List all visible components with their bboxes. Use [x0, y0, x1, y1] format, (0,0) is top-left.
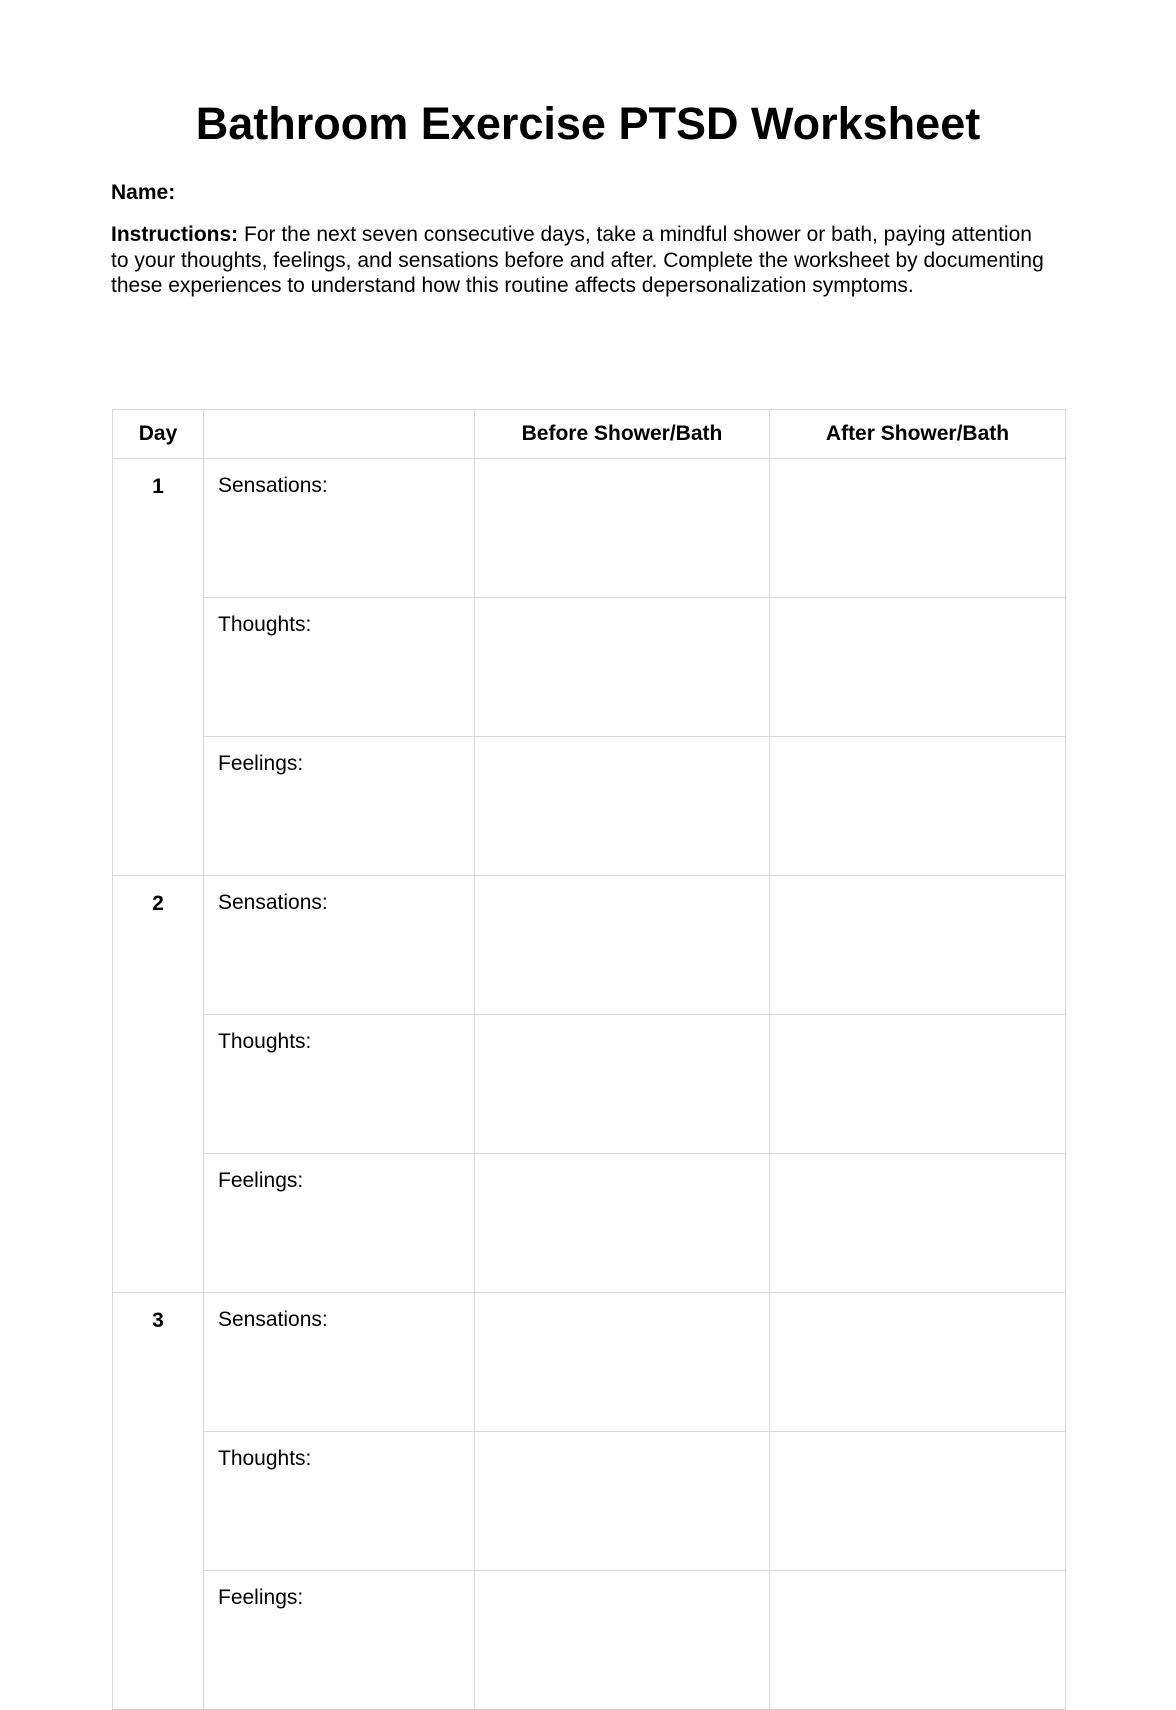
- before-entry-cell[interactable]: [475, 1293, 770, 1432]
- table-row: [113, 1015, 1066, 1154]
- after-entry-cell[interactable]: [770, 1571, 1066, 1710]
- after-entry-cell[interactable]: [770, 1154, 1066, 1293]
- after-entry-cell[interactable]: [770, 876, 1066, 1015]
- table-row: [113, 737, 1066, 876]
- header-before: Before Shower/Bath: [475, 410, 770, 459]
- table-row: [113, 598, 1066, 737]
- day-number: 3: [113, 1293, 204, 1710]
- row-label-sensations: Sensations:: [204, 1293, 475, 1432]
- after-entry-cell[interactable]: [770, 1015, 1066, 1154]
- before-entry-cell[interactable]: [475, 1432, 770, 1571]
- table-row: [113, 876, 1066, 1015]
- before-entry-cell[interactable]: [475, 876, 770, 1015]
- day-number: 1: [113, 459, 204, 876]
- header-day: Day: [113, 410, 204, 459]
- before-entry-cell[interactable]: [475, 737, 770, 876]
- instructions-lead: Instructions:: [111, 223, 239, 246]
- after-entry-cell[interactable]: [770, 1432, 1066, 1571]
- header-after: After Shower/Bath: [770, 410, 1066, 459]
- page-title: Bathroom Exercise PTSD Worksheet: [195, 98, 981, 149]
- name-field-label: Name:: [111, 181, 176, 204]
- row-label-thoughts: Thoughts:: [204, 1432, 475, 1571]
- table-row: [113, 1154, 1066, 1293]
- table-row: [113, 459, 1066, 598]
- row-label-sensations: Sensations:: [204, 459, 475, 598]
- day-number: 2: [113, 876, 204, 1293]
- before-entry-cell[interactable]: [475, 1015, 770, 1154]
- after-entry-cell[interactable]: [770, 1293, 1066, 1432]
- row-label-thoughts: Thoughts:: [204, 598, 475, 737]
- instructions-text: For the next seven consecutive days, take a mindful shower or bath, paying attention to your thoughts, feelings, and sensations before and after. Complete the worksheet by documenting these experiences to understand how this routine affects depersonalization symptoms.: [111, 223, 1044, 297]
- after-entry-cell[interactable]: [770, 737, 1066, 876]
- before-entry-cell[interactable]: [475, 459, 770, 598]
- table-row: [113, 1293, 1066, 1432]
- row-label-feelings: Feelings:: [204, 1154, 475, 1293]
- table-header-row: [113, 410, 1066, 459]
- after-entry-cell[interactable]: [770, 598, 1066, 737]
- before-entry-cell[interactable]: [475, 1154, 770, 1293]
- after-entry-cell[interactable]: [770, 459, 1066, 598]
- header-category: [204, 410, 475, 459]
- before-entry-cell[interactable]: [475, 1571, 770, 1710]
- row-label-feelings: Feelings:: [204, 737, 475, 876]
- table-row: [113, 1432, 1066, 1571]
- row-label-thoughts: Thoughts:: [204, 1015, 475, 1154]
- table-row: [113, 1571, 1066, 1710]
- worksheet-table: [112, 409, 1066, 1710]
- row-label-feelings: Feelings:: [204, 1571, 475, 1710]
- instructions-paragraph: [111, 222, 1051, 299]
- row-label-sensations: Sensations:: [204, 876, 475, 1015]
- before-entry-cell[interactable]: [475, 598, 770, 737]
